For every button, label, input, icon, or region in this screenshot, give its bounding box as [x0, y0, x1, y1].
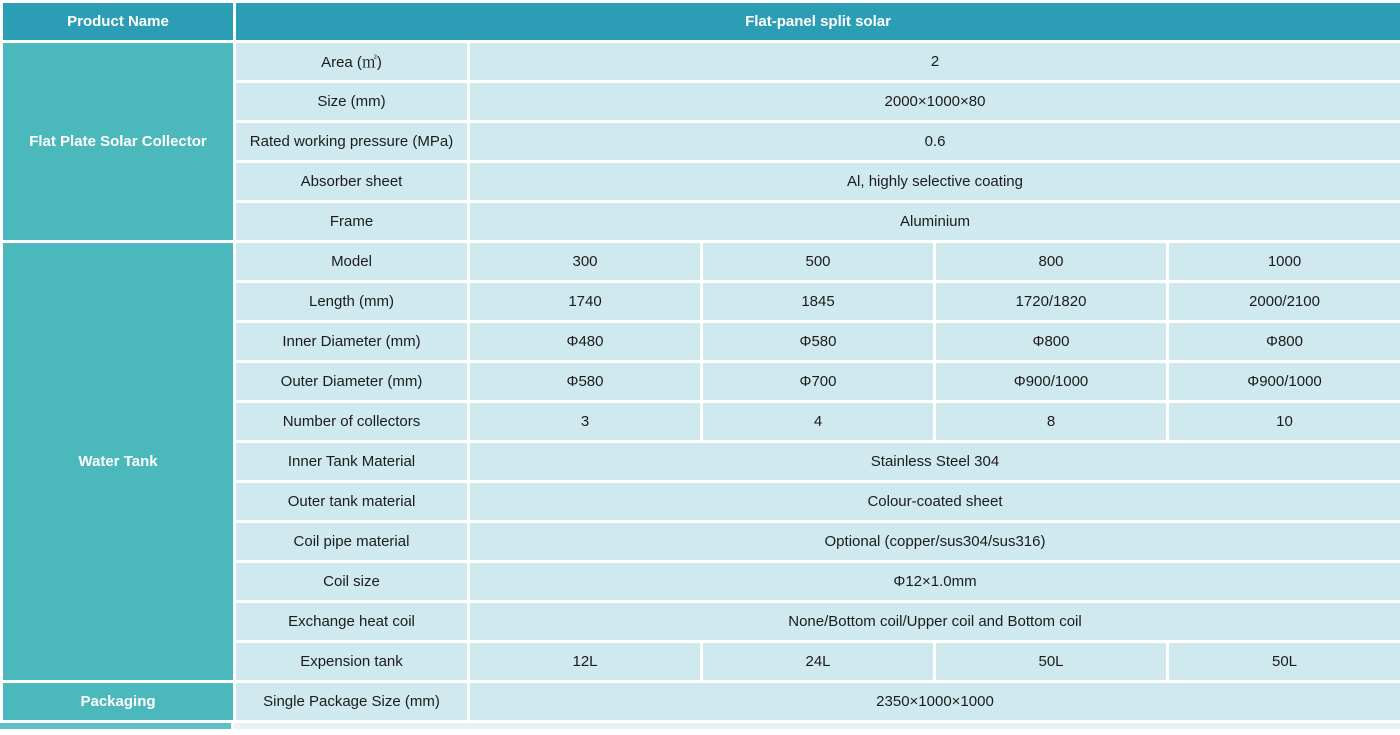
row-absorber-label: Absorber sheet [235, 162, 469, 202]
sliver-body-cell [234, 723, 1400, 729]
row-model-value-2: 800 [935, 242, 1168, 282]
row-collectors-value-0: 3 [469, 402, 702, 442]
header-row [2, 2, 1400, 42]
row-frame-label: Frame [235, 202, 469, 242]
row-inner-diameter-value-3: Φ800 [1168, 322, 1400, 362]
row-outer-tank-label: Outer tank material [235, 482, 469, 522]
row-size-label: Size (mm) [235, 82, 469, 122]
row-length-value-1: 1845 [702, 282, 935, 322]
row-absorber-value: Al, highly selective coating [469, 162, 1400, 202]
row-coil-pipe-value: Optional (copper/sus304/sus316) [469, 522, 1400, 562]
section-water-tank: Water Tank [2, 242, 235, 682]
row-collectors-label: Number of collectors [235, 402, 469, 442]
row-collectors-value-3: 10 [1168, 402, 1400, 442]
row-exchange-coil-label: Exchange heat coil [235, 602, 469, 642]
row-outer-diameter-value-1: Φ700 [702, 362, 935, 402]
row-length-value-2: 1720/1820 [935, 282, 1168, 322]
row-coil-pipe-label: Coil pipe material [235, 522, 469, 562]
row-inner-tank-value: Stainless Steel 304 [469, 442, 1400, 482]
row-inner-tank-label: Inner Tank Material [235, 442, 469, 482]
row-length-value-0: 1740 [469, 282, 702, 322]
row-package-size-value: 2350×1000×1000 [469, 682, 1400, 722]
row-area-value: 2 [469, 42, 1400, 82]
row-expension-tank-value-1: 24L [702, 642, 935, 682]
row-outer-diameter-value-3: Φ900/1000 [1168, 362, 1400, 402]
product-title-header: Flat-panel split solar [235, 2, 1400, 42]
row-model [2, 242, 1400, 282]
row-package-size [2, 682, 1400, 722]
row-outer-diameter-value-2: Φ900/1000 [935, 362, 1168, 402]
row-expension-tank-value-2: 50L [935, 642, 1168, 682]
row-model-label: Model [235, 242, 469, 282]
row-collectors-value-2: 8 [935, 402, 1168, 442]
row-pressure-label: Rated working pressure (MPa) [235, 122, 469, 162]
row-exchange-coil-value: None/Bottom coil/Upper coil and Bottom coil [469, 602, 1400, 642]
row-outer-diameter-value-0: Φ580 [469, 362, 702, 402]
row-collectors-value-1: 4 [702, 402, 935, 442]
row-size-value: 2000×1000×80 [469, 82, 1400, 122]
row-length-label: Length (mm) [235, 282, 469, 322]
row-inner-diameter-value-0: Φ480 [469, 322, 702, 362]
row-pressure-value: 0.6 [469, 122, 1400, 162]
row-model-value-1: 500 [702, 242, 935, 282]
row-inner-diameter-value-1: Φ580 [702, 322, 935, 362]
row-package-size-label: Single Package Size (mm) [235, 682, 469, 722]
row-frame-value: Aluminium [469, 202, 1400, 242]
row-outer-diameter-label: Outer Diameter (mm) [235, 362, 469, 402]
row-model-value-0: 300 [469, 242, 702, 282]
section-packaging: Packaging [2, 682, 235, 722]
row-area [2, 42, 1400, 82]
section-flat-plate-solar-collector: Flat Plate Solar Collector [2, 42, 235, 242]
row-expension-tank-label: Expension tank [235, 642, 469, 682]
product-name-header: Product Name [2, 2, 235, 42]
row-inner-diameter-value-2: Φ800 [935, 322, 1168, 362]
row-length-value-3: 2000/2100 [1168, 282, 1400, 322]
row-coil-size-value: Φ12×1.0mm [469, 562, 1400, 602]
table-bottom-sliver [0, 723, 1400, 729]
row-coil-size-label: Coil size [235, 562, 469, 602]
row-expension-tank-value-0: 12L [469, 642, 702, 682]
row-inner-diameter-label: Inner Diameter (mm) [235, 322, 469, 362]
row-expension-tank-value-3: 50L [1168, 642, 1400, 682]
row-area-label: Area (㎡) [235, 42, 469, 82]
sliver-section-cell [0, 723, 231, 729]
row-outer-tank-value: Colour-coated sheet [469, 482, 1400, 522]
row-model-value-3: 1000 [1168, 242, 1400, 282]
